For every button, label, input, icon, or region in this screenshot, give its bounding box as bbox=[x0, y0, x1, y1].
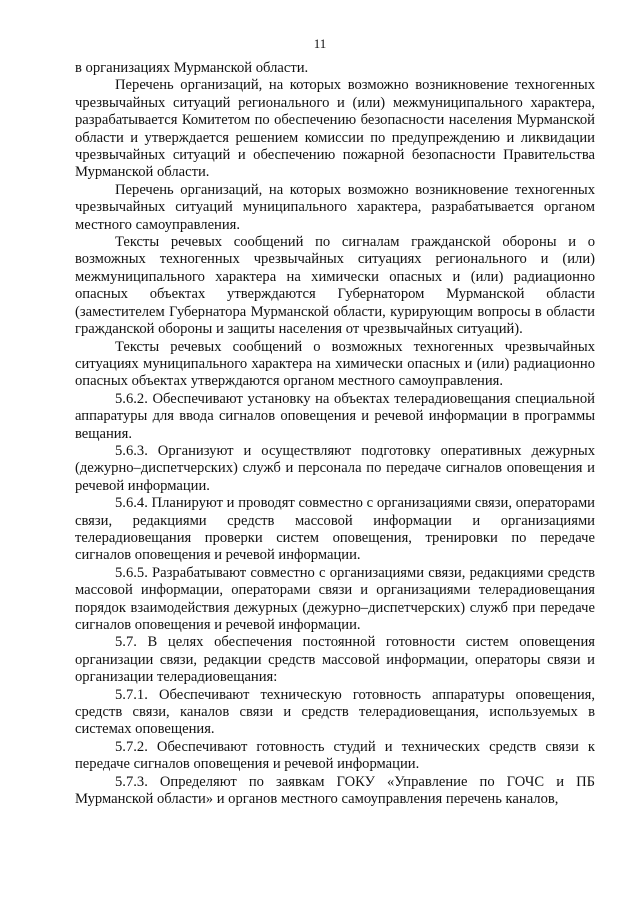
document-body bbox=[75, 60, 595, 808]
paragraph-5-6-2: 5.6.2. Обеспечивают установку на объектах телерадиовещания специальной аппаратуры для ввода сигналов оповещения и речевой информации в программы вещания. bbox=[75, 390, 595, 442]
paragraph-regional-list: Перечень организаций, на которых возможно возникновение техногенных чрезвычайных ситуаций регионального и (или) межмуниципального характера, разрабатывается Комитетом по обеспечению безопасности населения Мурманской области и утверждается решением комиссии по предупреждению и ликвидации чрезвычайных ситуаций и обеспечению пожарной безопасности Правительства Мурманской области. bbox=[75, 77, 595, 181]
paragraph-continuation: в организациях Мурманской области. bbox=[75, 60, 309, 76]
paragraph-municipal-messages: Тексты речевых сообщений о возможных техногенных чрезвычайных ситуациях муниципального характера на химически опасных и (или) радиационно опасных объектах утверждаются органом местного самоуправления. bbox=[75, 338, 595, 390]
paragraph-5-6-4: 5.6.4. Планируют и проводят совместно с организациями связи, операторами связи, редакциями средств массовой информации и организациями телерадиовещания проверки систем оповещения, тренировки по передаче сигналов оповещения и речевой информации. bbox=[75, 495, 595, 564]
paragraph-municipal-list: Перечень организаций, на которых возможно возникновение техногенных чрезвычайных ситуаций муниципального характера, разрабатывается органом местного самоуправления. bbox=[75, 181, 595, 233]
paragraph-5-7: 5.7. В целях обеспечения постоянной готовности систем оповещения организации связи, редакции средств массовой информации, операторы связи и организации телерадиовещания: bbox=[75, 634, 595, 686]
paragraph-5-6-3: 5.6.3. Организуют и осуществляют подготовку оперативных дежурных (дежурно–диспетчерских) служб и персонала по передаче сигналов оповещения и речевой информации. bbox=[75, 442, 595, 494]
paragraph-5-7-2: 5.7.2. Обеспечивают готовность студий и технических средств связи к передаче сигналов оповещения и речевой информации. bbox=[75, 738, 595, 773]
page-number: 11 bbox=[313, 36, 327, 51]
paragraph-5-7-1: 5.7.1. Обеспечивают техническую готовность аппаратуры оповещения, средств связи, каналов связи и средств телерадиовещания, используемых в системах оповещения. bbox=[75, 686, 595, 738]
paragraph-regional-messages: Тексты речевых сообщений по сигналам гражданской обороны и о возможных техногенных чрезвычайных ситуациях регионального и (или) межмуниципального характера на химически опасных и (или) радиационно опасных объектах утверждаются Губернатором Мурманской области (заместителем Губернатора Мурманской области, курирующим вопросы в области гражданской обороны и защиты населения от чрезвычайных ситуаций). bbox=[75, 234, 595, 338]
paragraph-5-7-3: 5.7.3. Определяют по заявкам ГОКУ «Управление по ГОЧС и ПБ Мурманской области» и органов местного самоуправления перечень каналов, bbox=[75, 773, 595, 808]
paragraph-5-6-5: 5.6.5. Разрабатывают совместно с организациями связи, редакциями средств массовой информации, операторами связи и организациями телерадиовещания порядок взаимодействия дежурных (дежурно–диспетчерских) служб при передаче сигналов оповещения и речевой информации. bbox=[75, 564, 595, 633]
